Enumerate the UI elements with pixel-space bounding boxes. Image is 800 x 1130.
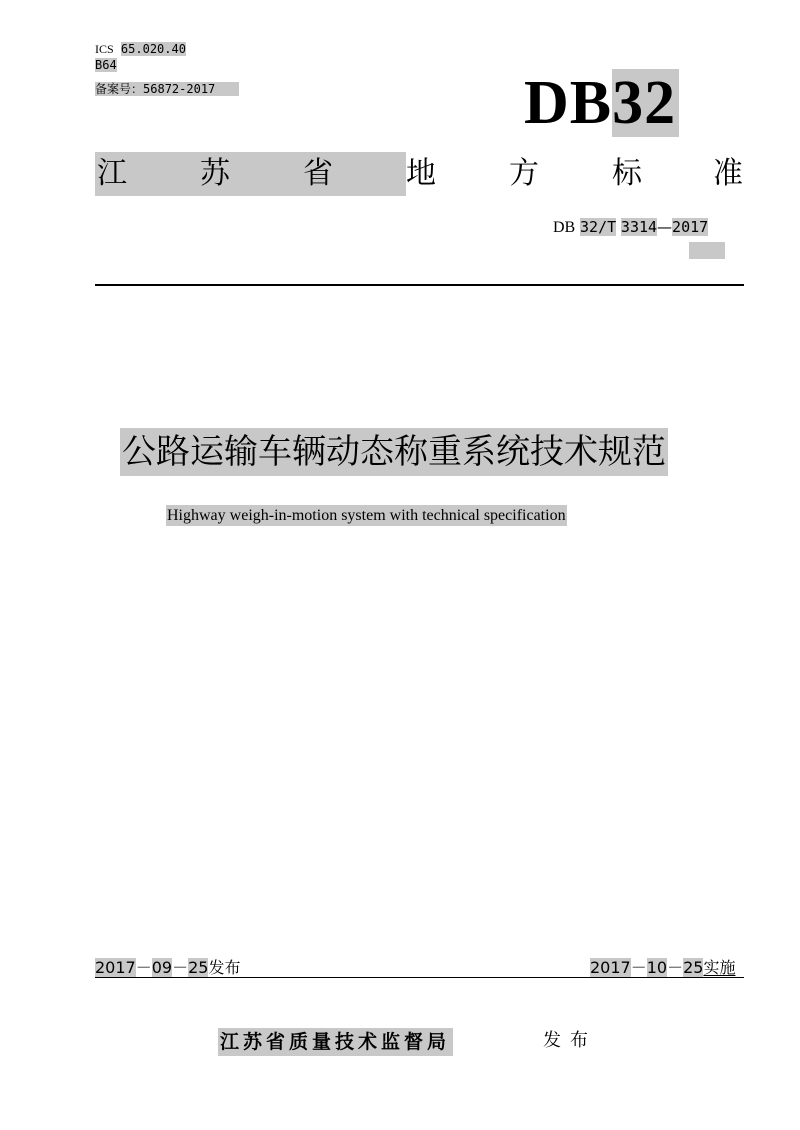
impl-day: 25 <box>683 958 704 977</box>
standard-type-highlight <box>95 152 406 196</box>
publisher-name: 江苏省质量技术监督局 <box>218 1028 453 1056</box>
publish-label: 发布 <box>543 1030 597 1051</box>
ics-label: ICS <box>95 42 114 56</box>
db-mark-prefix: DB <box>524 69 613 137</box>
standard-type-char: 苏 <box>200 156 230 191</box>
db-standard-mark <box>524 70 679 136</box>
issue-year: 2017 <box>95 958 136 977</box>
impl-year: 2017 <box>590 958 631 977</box>
impl-sep: － <box>667 958 684 977</box>
classification-code-text: B64 <box>95 58 117 72</box>
replacement-standard-placeholder <box>689 242 725 259</box>
date-divider <box>95 977 744 978</box>
issue-sep: － <box>172 958 189 977</box>
record-number-line <box>95 81 239 97</box>
issue-month: 09 <box>151 958 173 977</box>
standard-number-year: 2017 <box>672 218 709 236</box>
impl-month: 10 <box>646 958 668 977</box>
standard-type-char: 方 <box>509 156 539 191</box>
standard-type-char: 标 <box>612 156 642 191</box>
issue-sep: － <box>135 958 152 977</box>
issue-suffix: 发布 <box>208 958 241 977</box>
standard-type-char: 江 <box>97 156 127 191</box>
impl-suffix: 实施 <box>703 958 736 977</box>
standard-number <box>553 217 708 238</box>
document-title-en: Highway weigh-in-motion system with technical specification <box>167 507 566 524</box>
standard-number-seq: 3314 <box>620 218 658 236</box>
standard-type-char: 准 <box>713 156 743 191</box>
implementation-date <box>590 958 735 978</box>
impl-sep: － <box>630 958 647 977</box>
classification-code <box>95 57 117 73</box>
record-number: 56872-2017 <box>143 82 216 96</box>
issue-date <box>95 958 240 978</box>
standard-number-prefix: DB <box>553 219 576 236</box>
standard-type-char: 地 <box>406 156 436 191</box>
standard-type-heading <box>95 152 745 196</box>
document-title-cn: 公路运输车辆动态称重系统技术规范 <box>120 428 668 476</box>
ics-code: 65.020.40 <box>120 42 186 56</box>
issue-day: 25 <box>188 958 209 977</box>
header-divider <box>95 284 744 286</box>
record-label: 备案号： <box>95 82 144 96</box>
standard-number-code: 32/T <box>580 218 617 236</box>
db-mark-number: 32 <box>612 69 679 137</box>
standard-type-char: 省 <box>303 156 333 191</box>
standard-number-dash: — <box>657 218 673 236</box>
ics-code-line <box>95 41 186 57</box>
